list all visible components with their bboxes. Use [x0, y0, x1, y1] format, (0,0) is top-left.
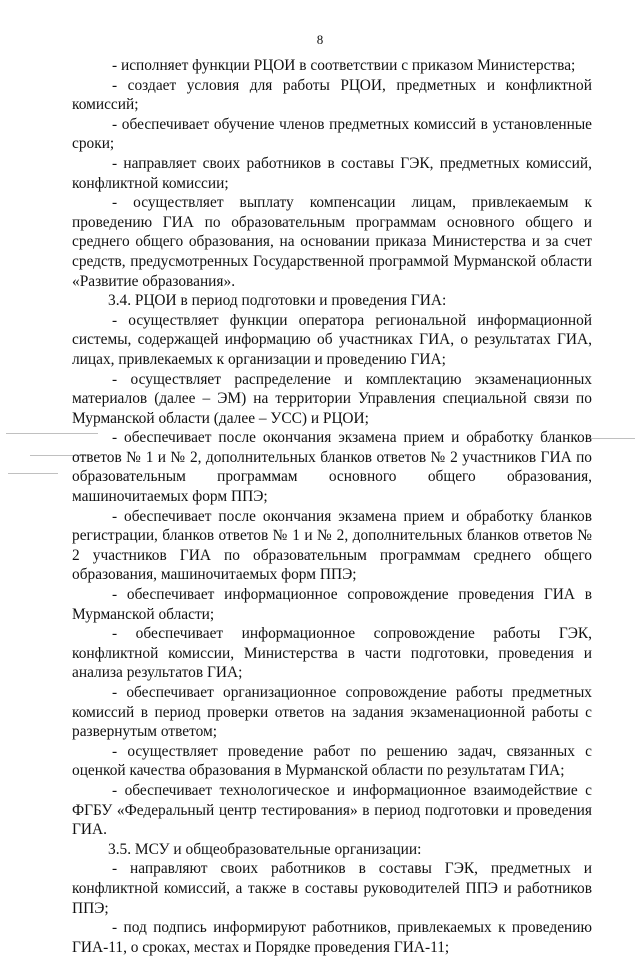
- section-heading-3-5: 3.5. МСУ и общеобразовательные организации:: [108, 840, 422, 858]
- paragraph-10: - обеспечивает после окончания экзамена прием и обработку бланков регистрации, бланков ответов № 1 и № 2, дополнительных бланков ответов № 2 участников ГИА по образовательным программам среднего общего образования, машиночитаемых форм ППЭ;: [72, 507, 592, 584]
- paragraph-18: - под подпись информируют работников, привлекаемых к проведению ГИА-11, о сроках, местах и Порядке проведения ГИА-11;: [72, 919, 592, 956]
- paragraph-13: - обеспечивает организационное сопровождение работы предметных комиссий в период проверки ответов на задания экзаменационной работы с развернутым ответом;: [72, 684, 592, 741]
- paragraph-11: - обеспечивает информационное сопровождение проведения ГИА в Мурманской области;: [72, 586, 592, 623]
- paragraph-4: - направляет своих работников в составы ГЭК, предметных комиссий, конфликтной комиссии;: [72, 154, 592, 192]
- section-heading-3-4: 3.4. РЦОИ в период подготовки и проведения ГИА:: [108, 292, 447, 310]
- scan-artifact-line: [8, 473, 58, 474]
- paragraph-3: - обеспечивает обучение членов предметных комиссий в установленные сроки;: [72, 115, 592, 153]
- paragraph-2: - создает условия для работы РЦОИ, предметных и конфликтной комиссий;: [72, 76, 592, 114]
- paragraph-12: - обеспечивает информационное сопровождение работы ГЭК, конфликтной комиссии, Министерства в части подготовки, проведения и анализа результатов ГИА;: [72, 625, 592, 682]
- scan-artifact-line: [585, 438, 635, 439]
- paragraph-14: - осуществляет проведение работ по решению задач, связанных с оценкой качества образования в Мурманской области по результатам ГИА;: [72, 742, 592, 780]
- paragraph-8: - осуществляет распределение и комплектацию экзаменационных материалов (далее – ЭМ) на территории Управления специальной связи по Мурманской области (далее – УСС) и РЦОИ;: [72, 370, 592, 427]
- paragraph-15: - обеспечивает технологическое и информационное взаимодействие с ФГБУ «Федеральный центр тестирования» в период подготовки и проведения ГИА.: [72, 781, 592, 839]
- paragraph-7: - осуществляет функции оператора региональной информационной системы, содержащей информацию об участниках ГИА, о результатах ГИА, лицах, привлекаемых к организации и проведению ГИА;: [72, 311, 592, 368]
- page-number: 8: [316, 32, 324, 47]
- paragraph-9: - обеспечивает после окончания экзамена прием и обработку бланков ответов № 1 и № 2, дополнительных бланков ответов № 2 участников ГИА по образовательным программам основного общего образования, машиночитаемых форм ППЭ;: [72, 429, 592, 506]
- paragraph-5: - осуществляет выплату компенсации лицам, привлекаемым к проведению ГИА по образовательным программам основного общего и среднего общего образования, на основании приказа Министерства и за счет средств, предусмотренных Государственной программой Мурманской области «Развитие образования».: [72, 194, 592, 290]
- paragraph-17: - направляют своих работников в составы ГЭК, предметных и конфликтной комиссий, а также в составы руководителей ППЭ и работников ППЭ;: [72, 860, 592, 917]
- document-body: [72, 56, 592, 957]
- paragraph-1: - исполняет функции РЦОИ в соответствии с приказом Министерства;: [112, 57, 576, 74]
